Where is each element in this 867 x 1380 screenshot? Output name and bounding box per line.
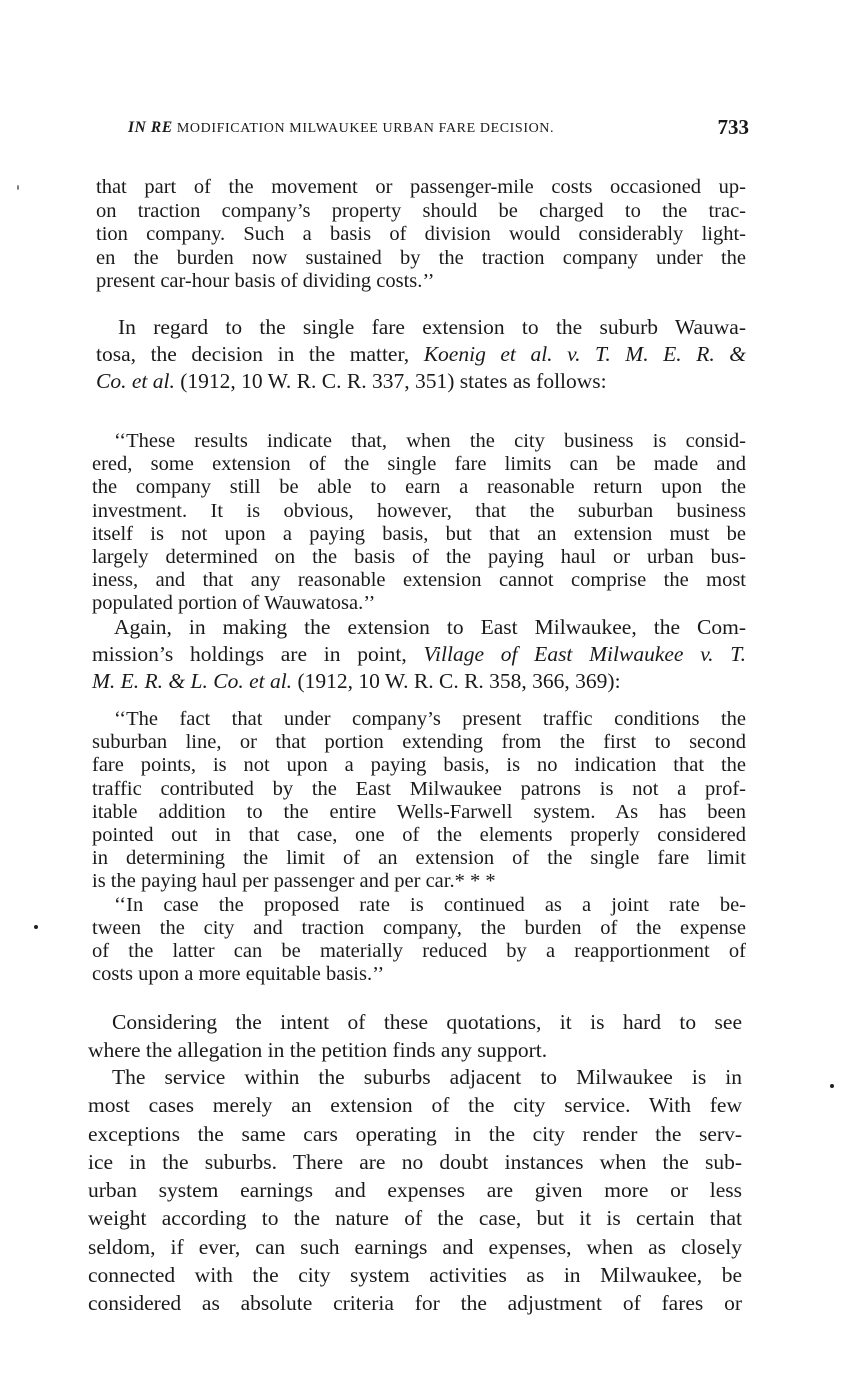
paragraph-considering [88,1008,742,1065]
text-line: seldom, if ever, can such earnings and expenses, when as closely [88,1234,742,1259]
text-line: pointed out in that case, one of the elements properly considered [92,824,746,847]
text-line: en the burden now sustained by the traction company under the [96,246,746,269]
running-head-title: MODIFICATION MILWAUKEE URBAN FARE DECISION. [172,121,555,136]
scan-speck [17,185,19,190]
text-line: most cases merely an extension of the city service. With few [88,1093,742,1118]
running-head [128,115,752,149]
text-run: tosa, the decision in the matter, [96,342,424,366]
text-line: in determining the limit of an extension of the single fare limit [92,847,746,870]
text-line: The service within the suburbs adjacent to Milwaukee is in [112,1065,742,1089]
text-line: largely determined on the basis of the paying haul or urban bus- [92,546,746,569]
text-line: ‘‘These results indicate that, when the city business is consid- [114,430,746,452]
paragraph-wauwatosa [96,314,746,395]
text-line [96,368,746,395]
text-line: of the latter can be materially reduced by a reapportionment of [92,940,746,963]
text-line [92,641,746,668]
text-line: that part of the movement or passenger-mile costs occasioned up- [96,176,746,198]
running-head-italic: IN RE [128,119,173,136]
case-citation: M. E. R. & L. Co. et al. [92,669,293,693]
text-line: urban system earnings and expenses are given more or less [88,1178,742,1203]
text-line [96,341,746,368]
text-line: is the paying haul per passenger and per car.* * * [92,870,496,893]
text-line: itself is not upon a paying basis, but that an extension must be [92,522,746,545]
text-line: populated portion of Wauwatosa.’’ [92,592,376,615]
scan-speck [830,1084,834,1088]
text-run: (1912, 10 W. R. C. R. 358, 366, 369): [292,669,621,693]
text-line: traffic contributed by the East Milwaukee patrons is not a prof- [92,777,746,800]
text-line: costs upon a more equitable basis.’’ [92,963,385,986]
page-number: 733 [717,115,749,139]
text-line: Considering the intent of these quotations, it is hard to see [112,1010,742,1034]
text-line: fare points, is not upon a paying basis, is no indication that the [92,754,746,777]
paragraph-east-milwaukee [92,614,746,695]
intro-quote-continuation [96,176,746,294]
text-line: ‘‘In case the proposed rate is continued as a joint rate be- [114,893,746,916]
block-quote-east-milwaukee [92,708,746,986]
text-line [92,668,746,695]
text-run: mission’s holdings are in point, [92,642,424,666]
block-quote-koenig [92,430,746,616]
text-run: (1912, 10 W. R. C. R. 337, 351) states as follows: [174,369,607,393]
text-line: connected with the city system activities as in Milwaukee, be [88,1263,742,1288]
text-line: itable addition to the entire Wells-Farwell system. As has been [92,800,746,823]
scan-speck [34,925,38,929]
text-line: tween the city and traction company, the burden of the expense [92,916,746,939]
text-line: investment. It is obvious, however, that the suburban business [92,499,746,522]
text-line: tion company. Such a basis of division would considerably light- [96,223,746,245]
text-line: considered as absolute criteria for the adjustment of fares or [88,1291,742,1316]
text-line: suburban line, or that portion extending from the first to second [92,731,746,754]
text-line: on traction company’s property should be charged to the trac- [96,199,746,222]
text-line: ered, some extension of the single fare limits can be made and [92,453,746,476]
case-citation: Village of East Milwaukee v. T. [423,642,746,666]
text-line: iness, and that any reasonable extension cannot comprise the most [92,569,746,592]
text-line: weight according to the nature of the case, but it is certain that [88,1206,742,1231]
text-line: ‘‘The fact that under company’s present traffic conditions the [114,708,746,730]
paragraph-service [88,1063,742,1318]
text-line: exceptions the same cars operating in the city render the serv- [88,1121,742,1146]
text-line: present car-hour basis of dividing costs.’’ [96,270,435,292]
case-citation: Co. et al. [96,369,175,393]
text-line: ice in the suburbs. There are no doubt instances when the sub- [88,1149,742,1174]
text-line: where the allegation in the petition finds any support. [88,1038,548,1063]
text-line: the company still be able to earn a reasonable return upon the [92,476,746,499]
text-line: In regard to the single fare extension to the suburb Wauwa- [118,315,746,339]
case-citation: Koenig et al. v. T. M. E. R. & [423,342,747,366]
text-line: Again, in making the extension to East Milwaukee, the Com- [114,615,746,639]
